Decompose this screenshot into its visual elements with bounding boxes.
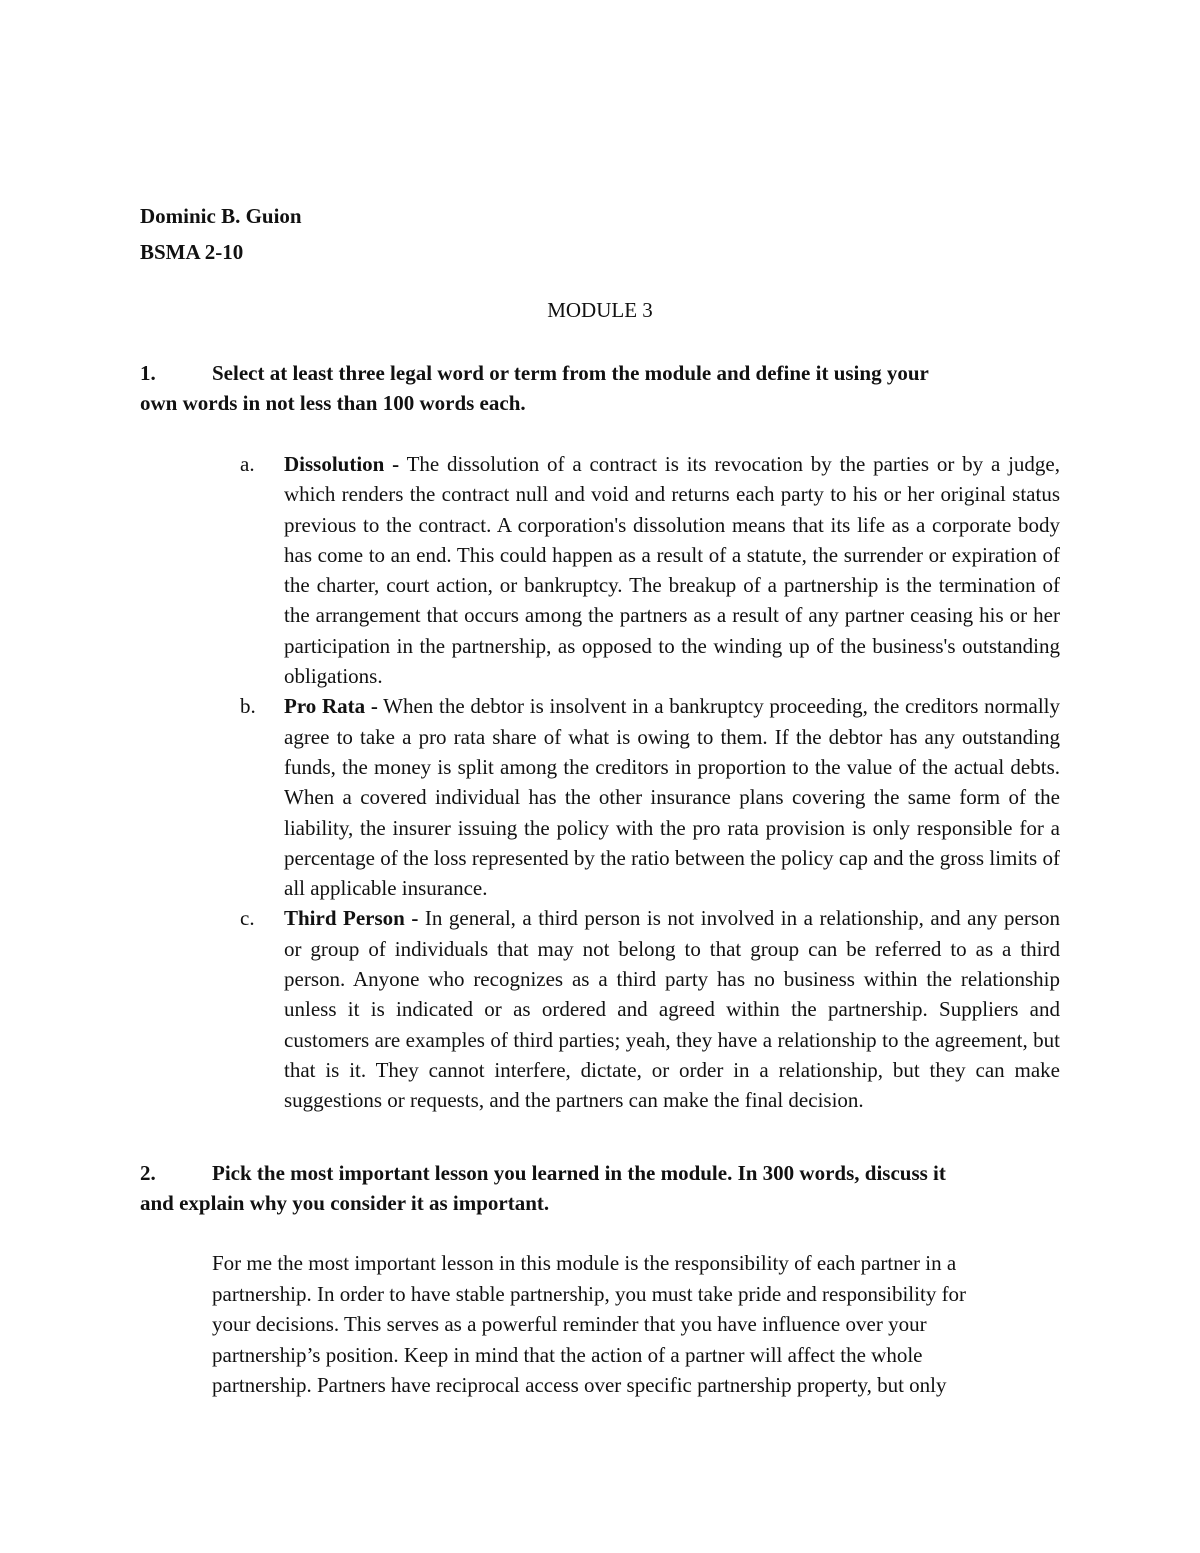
module-title: MODULE 3 bbox=[547, 298, 653, 322]
term-item bbox=[240, 691, 1060, 903]
term-definition: When the debtor is insolvent in a bankruptcy proceeding, the creditors normally agree to take a pro rata share of what is owing to them. If the debtor has any outstanding funds, the money is split among the creditors in proportion to the value of the actual debts. When a covered individual has the other insurance plans covering the same form of the liability, the insurer issuing the policy with the pro rata provision is only responsible for a percentage of the loss represented by the ratio between the policy cap and the gross limits of all applicable insurance. bbox=[284, 694, 1060, 901]
question-1-line-1 bbox=[140, 358, 1040, 388]
term-item bbox=[240, 449, 1060, 691]
term-letter: a. bbox=[240, 452, 255, 476]
answer-2-paragraph bbox=[212, 1248, 1052, 1401]
term-definition: In general, a third person is not involved in a relationship, and any person or group of individuals that may not belong to that group can be referred to as a third person. Anyone who recognizes as a third party has no business within the relationship unless it is indicated or as ordered and agreed within the partnership. Suppliers and customers are examples of third parties; yeah, they have a relationship to the agreement, but that is it. They cannot interfere, dictate, or order in a relationship, but they can make suggestions or requests, and the partners can make the final decision. bbox=[284, 906, 1060, 1113]
question-1-text: Select at least three legal word or term from the module and define it using your bbox=[212, 361, 929, 385]
question-1-number: 1. bbox=[140, 361, 156, 385]
answer-line: partnership. In order to have stable partnership, you must take pride and responsibility for bbox=[212, 1281, 967, 1306]
term-letter: c. bbox=[240, 906, 255, 931]
question-1 bbox=[140, 358, 1040, 418]
term-list bbox=[240, 449, 1060, 1116]
question-2-text: Pick the most important lesson you learned in the module. In 300 words, discuss it bbox=[212, 1161, 946, 1185]
answer-line: your decisions. This serves as a powerful reminder that you have influence over your bbox=[212, 1312, 927, 1336]
author-name: Dominic B. Guion bbox=[140, 204, 302, 228]
question-2-line-1 bbox=[140, 1158, 1040, 1188]
answer-line: partnership. Partners have reciprocal access over specific partnership property, but only bbox=[212, 1373, 947, 1397]
question-2-line-2: and explain why you consider it as important. bbox=[140, 1191, 550, 1215]
question-1-line-2: own words in not less than 100 words each. bbox=[140, 391, 526, 415]
term-name: Dissolution - bbox=[284, 452, 400, 476]
term-name: Third Person - bbox=[284, 906, 419, 931]
term-name: Pro Rata - bbox=[284, 694, 378, 719]
class-section: BSMA 2-10 bbox=[140, 240, 244, 264]
answer-line: partnership’s position. Keep in mind that the action of a partner will affect the whole bbox=[212, 1342, 923, 1367]
term-definition: The dissolution of a contract is its revocation by the parties or by a judge, which renders the contract null and void and returns each party to his or her original status previous to the contract. A corporation's dissolution means that its life as a corporate body has come to an end. This could happen as a result of a statute, the surrender or expiration of the charter, court action, or bankruptcy. The breakup of a partnership is the termination of the arrangement that occurs among the partners as a result of any partner ceasing his or her participation in the partnership, as opposed to the winding up of the business's outstanding obligations. bbox=[284, 452, 1060, 689]
term-letter: b. bbox=[240, 694, 256, 719]
question-2-number: 2. bbox=[140, 1161, 156, 1185]
answer-line: For me the most important lesson in this module is the responsibility of each partner in a bbox=[212, 1251, 957, 1275]
term-item bbox=[240, 903, 1060, 1115]
question-2 bbox=[140, 1158, 1040, 1218]
